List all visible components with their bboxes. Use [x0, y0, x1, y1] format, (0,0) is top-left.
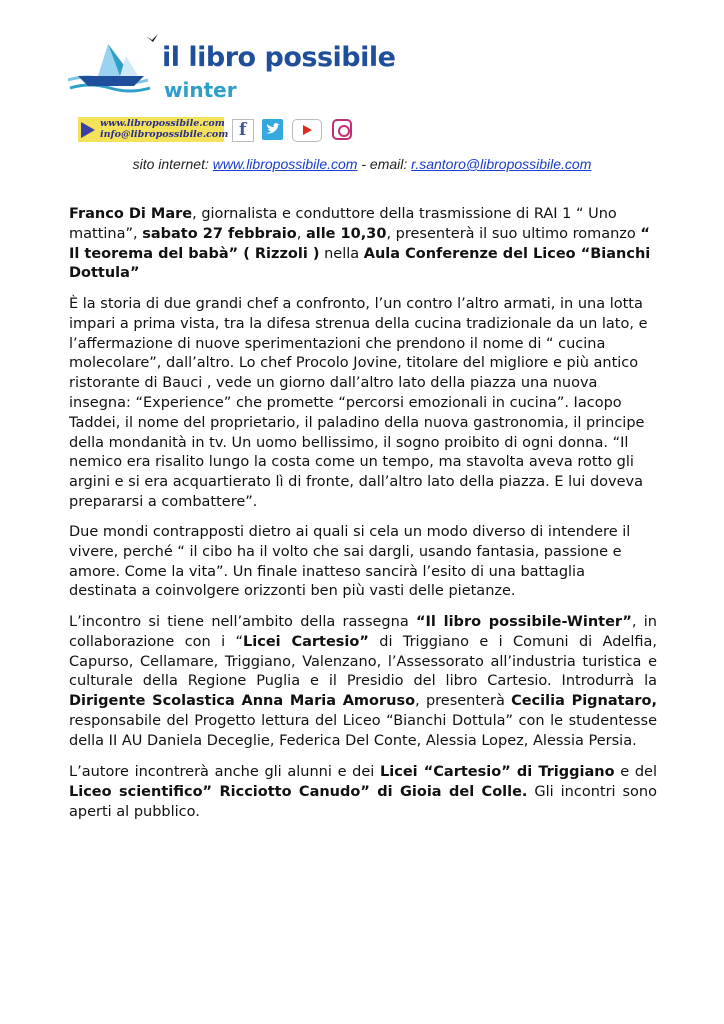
strip-email[interactable]: info@libropossibile.com	[100, 129, 229, 140]
event-time: alle 10,30	[305, 225, 387, 242]
dirigente-name: Dirigente Scolastica Anna Maria Amoruso	[69, 693, 416, 710]
author-name: Franco Di Mare	[69, 206, 193, 222]
paragraph-schools: L’autore incontrerà anche gli alunni e dei Licei “Cartesio” di Triggiano e del Liceo scientifico” Ricciotto Canudo” di Gioia del Colle. Gli incontri sono aperti al pubblico.	[69, 764, 657, 820]
venue: Aula Conferenze del Liceo “Bianchi Dottula”	[69, 245, 651, 282]
event-logo	[68, 30, 398, 102]
event-date: sabato 27 febbraio	[142, 225, 297, 242]
logo-title: il libro possibile	[162, 42, 396, 73]
site-line	[0, 156, 724, 172]
facebook-icon[interactable]: f	[232, 119, 254, 142]
contact-strip	[78, 117, 358, 142]
strip-web[interactable]: www.libropossibile.com	[100, 118, 225, 129]
paragraph-announcement: Franco Di Mare, giornalista e conduttore della trasmissione di RAI 1 “ Uno mattina”, sabato 27 febbraio, alle 10,30, presenterà il suo ultimo romanzo “ Il teorema del babà” ( Rizzoli ) nella Aula Conferenze del Liceo “Bianchi Dottula”	[69, 206, 651, 282]
paper-boat-logo-icon	[68, 30, 163, 102]
paragraph-plot: È la storia di due grandi chef a confronto, l’un contro l’altro armati, in una lotta impari a prima vista, tra la difesa strenua della cucina tradizionale da un lato, e l’affermazione di nuove sperimentazioni che prendono il nome di “ cucina molecolare”, dall’altro. Lo chef Procolo Jovine, titolare del migliore e più antico ristorante di Bauci , vede un giorno dall’altro lato della piazza una nuova insegna: “Experience” che promette “percorsi emozionali in cucina”. Iacopo Taddei, il nome del proprietario, il paladino della nuova gastronomia, il principe della mondanità in tv. Un uomo bellissimo, il sogno proibito di ogni donna. “Il nemico era risalito lungo la costa come un tempo, ma stavolta aveva rotto gli argini e si era acquartierato lì di fronte, dall’altro lato della piazza. E lui doveva prepararsi a combattere”.	[69, 296, 648, 510]
licei-name: Licei Cartesio”	[243, 633, 369, 650]
paragraph-event-details: L’incontro si tiene nell’ambito della rassegna “Il libro possibile-Winter”, in collaborazione con i “Licei Cartesio” di Triggiano e i Comuni di Adelfia, Capurso, Cellamare, Triggiano, Valenzano, l’Assessorato all’industria turistica e culturale della Regione Puglia e il Presidio del libro Cartesio. Introdurrà la Dirigente Scolastica Anna Maria Amoruso, presenterà Cecilia Pignataro, responsabile del Progetto lettura del Liceo “Bianchi Dottula” con le studentesse della II AU Daniela Deceglie, Federica Del Conte, Alessia Lopez, Alessia Persia.	[69, 614, 657, 749]
presenter-name: Cecilia Pignataro,	[511, 693, 657, 710]
email-link[interactable]: r.santoro@libropossibile.com	[411, 156, 592, 172]
separator: -	[361, 156, 370, 172]
email-label: email:	[369, 156, 408, 172]
paragraph-themes: Due mondi contrapposti dietro ai quali si cela un modo diverso di intendere il vivere, perché “ il cibo ha il volto che sai dargli, usando fantasia, passione e amore. Come la vita”. Un finale inatteso sancirà l’esito di una battaglia destinata a coinvolgere orizzonti ben più vasti delle pietanze.	[69, 524, 631, 600]
contact-box	[78, 117, 229, 142]
site-link[interactable]: www.libropossibile.com	[212, 156, 358, 172]
site-label: sito internet:	[132, 156, 209, 172]
instagram-icon[interactable]	[332, 119, 352, 140]
rassegna-name: “Il libro possibile-Winter”	[416, 614, 632, 630]
logo-subtitle: winter	[164, 78, 237, 102]
school-gioia: Liceo scientifico” Ricciotto Canudo” di Gioia del Colle.	[69, 783, 528, 800]
arrow-icon	[81, 122, 95, 138]
youtube-icon[interactable]	[292, 119, 322, 142]
twitter-icon[interactable]	[262, 119, 283, 140]
book-title: “ Il teorema del babà” ( Rizzoli )	[69, 225, 650, 262]
school-triggiano: Licei “Cartesio” di Triggiano	[380, 764, 615, 780]
